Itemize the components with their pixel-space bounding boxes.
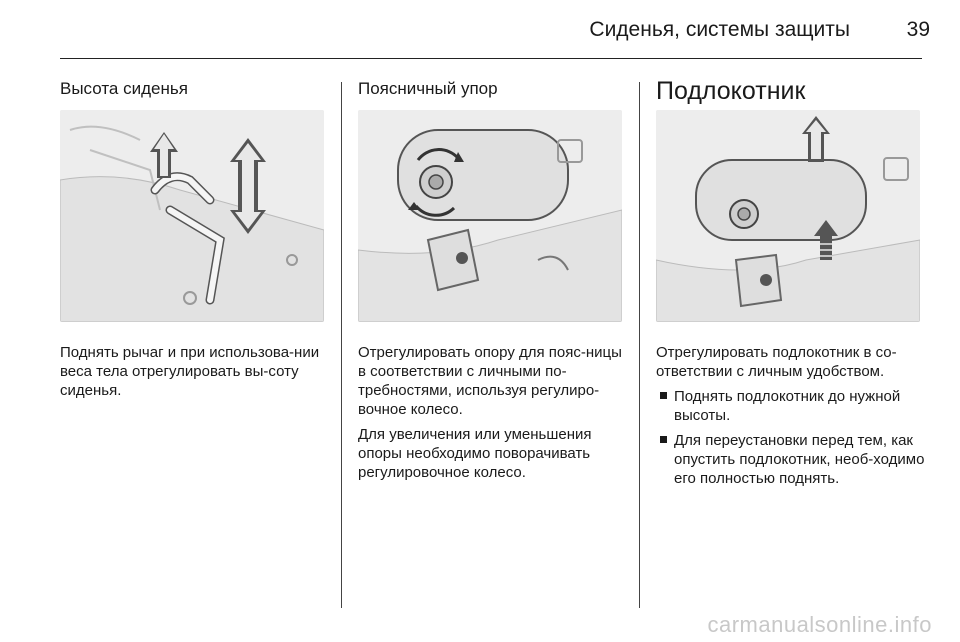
bullet-list — [656, 387, 926, 488]
header-title: Сиденья, системы защиты — [589, 18, 850, 41]
list-item — [656, 431, 926, 488]
list-item-text: Для переустановки перед тем, как опустить подлокотник, необ-ходимо его полностью поднять. — [674, 432, 925, 487]
section-seat-height — [60, 72, 330, 400]
section-heading: Поясничный упор — [358, 79, 498, 98]
section-paragraph: Отрегулировать подлокотник в со-ответствии с личным удобством. — [656, 344, 897, 380]
bullet-square-icon — [660, 392, 667, 399]
page-number: 39 — [906, 18, 930, 41]
section-armrest — [656, 72, 926, 494]
watermark: carmanualsonline.info — [707, 612, 932, 637]
armrest-illustration — [656, 110, 920, 322]
section-heading: Подлокотник — [656, 77, 806, 105]
section-paragraph: Для увеличения или уменьшения опоры необходимо поворачивать регулировочное колесо. — [358, 426, 592, 481]
seat-height-lever-illustration — [60, 110, 324, 322]
header-divider — [60, 58, 922, 59]
lumbar-support-wheel-illustration — [358, 110, 622, 322]
bullet-square-icon — [660, 436, 667, 443]
column-divider-right — [639, 82, 640, 608]
list-item — [656, 387, 926, 425]
column-divider-left — [341, 82, 342, 608]
section-paragraph: Поднять рычаг и при использова-нии веса тела отрегулировать вы-соту сиденья. — [60, 344, 320, 399]
section-lumbar-support — [358, 72, 626, 482]
list-item-text: Поднять подлокотник до нужной высоты. — [674, 388, 901, 424]
section-paragraph: Отрегулировать опору для пояс-ницы в соответствии с личными по-требностями, используя регулиро-вочное колесо. — [358, 344, 622, 418]
section-heading: Высота сиденья — [60, 79, 188, 98]
